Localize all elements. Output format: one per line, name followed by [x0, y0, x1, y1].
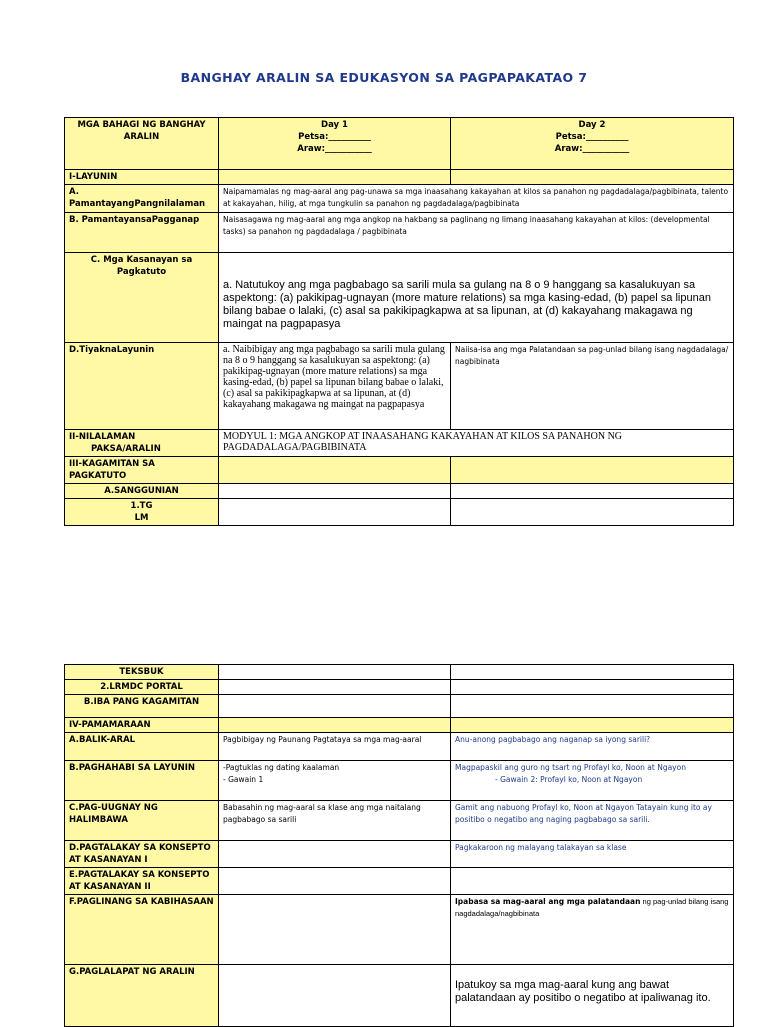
pag-uugnay-label: C.PAG-UUGNAY NG HALIMBAWA	[65, 801, 219, 841]
pamantayan-pagganap-text: Naisasagawa ng mag-aaral ang mga angkop na hakbang sa paglinang ng limang inaasahang kakayahan at kilos: (developmental tasks) sa panahon ng pagdadalaga / pagbibinata	[219, 213, 734, 253]
pamantayang-pangnilalaman-text: Naipamamalas ng mag-aaral ang pag-unawa sa mga inaasahang kakayahan at kilos sa panahon ng pagdadalaga/pagbibinata, talento at kakayahan, hilig, at mga tungkulin sa panahon ng pagdadalaga/pagbibinata	[219, 185, 734, 213]
day1-petsa: Petsa:__________	[298, 132, 371, 142]
iba-label: B.IBA PANG KAGAMITAN	[65, 695, 219, 718]
paglinang-day2-rest: ng pag-unlad bilang isang nagdadalaga/nagbibinata	[455, 897, 729, 918]
paglinang-day2	[451, 895, 734, 965]
paghahabi-row	[65, 761, 734, 801]
paglinang-label: F.PAGLINANG SA KABIHASAAN	[65, 895, 219, 965]
balik-aral-label: A.BALIK-ARAL	[65, 733, 219, 761]
header-row	[65, 118, 734, 170]
paglinang-row	[65, 895, 734, 965]
nilalaman-row	[65, 430, 734, 457]
header-day2	[451, 118, 734, 170]
lesson-plan-table-1	[64, 117, 734, 526]
pag-uugnay-row	[65, 801, 734, 841]
pagtalakay-1-day2: Pagkakaroon ng malayang talakayan sa klase	[451, 841, 734, 868]
pamamaraan-row	[65, 718, 734, 733]
layunin-row	[65, 170, 734, 185]
pagtalakay-2-row	[65, 868, 734, 895]
kagamitan-label: III-KAGAMITAN SA PAGKATUTO	[65, 457, 219, 484]
lm-label: LM	[134, 513, 149, 523]
day2-petsa: Petsa:__________	[555, 132, 629, 142]
lrmdc-row	[65, 680, 734, 695]
kasanayan-row	[65, 253, 734, 343]
iba-row	[65, 695, 734, 718]
kagamitan-row	[65, 457, 734, 484]
balik-aral-day1: Pagbibigay ng Paunang Pagtataya sa mga mag-aaral	[219, 733, 451, 761]
tiyak-na-layunin-label: D.TiyaknaLayunin	[65, 343, 219, 430]
paghahabi-label: B.PAGHAHABI SA LAYUNIN	[65, 761, 219, 801]
tg-lm-row	[65, 499, 734, 526]
paghahabi-day2-line2: - Gawain 2: Profayl ko, Noon at Ngayon	[495, 775, 643, 784]
nilalaman-label-line2: PAKSA/ARALIN	[91, 444, 161, 454]
lesson-plan-table-2	[64, 664, 734, 1027]
day2-label: Day 2	[578, 120, 606, 130]
pag-uugnay-day1: Babasahin ng mag-aaral sa klase ang mga naitalang pagbabago sa sarili	[219, 801, 451, 841]
pamantayang-pangnilalaman-label: A. PamantayangPangnilalaman	[65, 185, 219, 213]
paghahabi-day1-line2: - Gawain 1	[223, 775, 264, 784]
tiyak-na-layunin-row	[65, 343, 734, 430]
pagtalakay-1-row	[65, 841, 734, 868]
paglalapat-label: G.PAGLALAPAT NG ARALIN	[65, 965, 219, 1027]
pamantayan-pagganap-label: B. PamantayansaPagganap	[65, 213, 219, 253]
day1-label: Day 1	[321, 120, 348, 130]
document-title: BANGHAY ARALIN SA EDUKASYON SA PAGPAPAKATAO 7	[180, 70, 588, 85]
nilalaman-label	[65, 430, 219, 457]
paghahabi-day1	[219, 761, 451, 801]
teksbuk-label: TEKSBUK	[65, 665, 219, 680]
header-day1	[219, 118, 451, 170]
nilalaman-label-line1: II-NILALAMAN	[69, 432, 136, 442]
nilalaman-text: MODYUL 1: MGA ANGKOP AT INAASAHANG KAKAYAHAN AT KILOS SA PANAHON NG PAGDADALAGA/PAGBIBINATA	[219, 430, 734, 457]
tg-lm-label	[65, 499, 219, 526]
header-col0: MGA BAHAGI NG BANGHAY ARALIN	[65, 118, 219, 170]
paglinang-day2-bold: Ipabasa sa mag-aaral ang mga palatandaan	[455, 897, 641, 906]
tiyak-na-layunin-day1: a. Naibibigay ang mga pagbabago sa sarili mula gulang na 8 o 9 hanggang sa kasalukuyan sa aspektong: (a) pakikipag-ugnayan (more mature relations) sa mga kasing-edad, (b) papel sa lipunan bilang babae o lalaki, (c) asal sa pakikipagkapwa at sa lipunan, at (d) kakayahang makagawa ng maingat na pagpapasya	[219, 343, 451, 430]
layunin-label: I-LAYUNIN	[65, 170, 219, 185]
paghahabi-day2-line1: Magpapaskil ang guro ng tsart ng Profayl ko, Noon at Ngayon	[455, 763, 686, 772]
paglalapat-day2: Ipatukoy sa mga mag-aaral kung ang bawat palatandaan ay positibo o negatibo at ipaliwanag ito.	[451, 965, 734, 1027]
balik-aral-row	[65, 733, 734, 761]
paghahabi-day2	[451, 761, 734, 801]
tiyak-na-layunin-day2: Naiisa-isa ang mga Palatandaan sa pag-unlad bilang isang nagdadalaga/ nagbibinata	[451, 343, 734, 430]
pag-uugnay-day2: Gamit ang nabuong Profayl ko, Noon at Ngayon Tatayain kung ito ay positibo o negatibo ang naging pagbabago sa sarili.	[451, 801, 734, 841]
kasanayan-text: a. Natutukoy ang mga pagbabago sa sarili mula sa gulang na 8 o 9 hanggang sa kasalukuyan sa aspektong: (a) pakikipag-ugnayan (more mature relations) sa mga kasing-edad, (b) papel sa lipunan bilang babae o lalaki, (c) asal sa pakikipagkapwa at sa lipunan, at (d) kakayahang makagawa ng maingat na pagpapasya	[219, 253, 734, 343]
day2-araw: Araw:___________	[554, 144, 630, 154]
paglalapat-row	[65, 965, 734, 1027]
kasanayan-label: C. Mga Kasanayan sa Pagkatuto	[65, 253, 219, 343]
sanggunian-row	[65, 484, 734, 499]
pamamaraan-label: IV-PAMAMARAAN	[65, 718, 219, 733]
day1-araw: Araw:___________	[297, 144, 372, 154]
pamantayang-pangnilalaman-row	[65, 185, 734, 213]
tg-label: 1.TG	[130, 501, 153, 511]
pagtalakay-1-label: D.PAGTALAKAY SA KONSEPTO AT KASANAYAN I	[65, 841, 219, 868]
pagtalakay-2-label: E.PAGTALAKAY SA KONSEPTO AT KASANAYAN II	[65, 868, 219, 895]
sanggunian-label: A.SANGGUNIAN	[65, 484, 219, 499]
balik-aral-day2: Anu-anong pagbabago ang naganap sa iyong sarili?	[451, 733, 734, 761]
paghahabi-day1-line1: -Pagtuklas ng dating kaalaman	[223, 763, 340, 772]
teksbuk-row	[65, 665, 734, 680]
lrmdc-label: 2.LRMDC PORTAL	[65, 680, 219, 695]
pamantayan-pagganap-row	[65, 213, 734, 253]
